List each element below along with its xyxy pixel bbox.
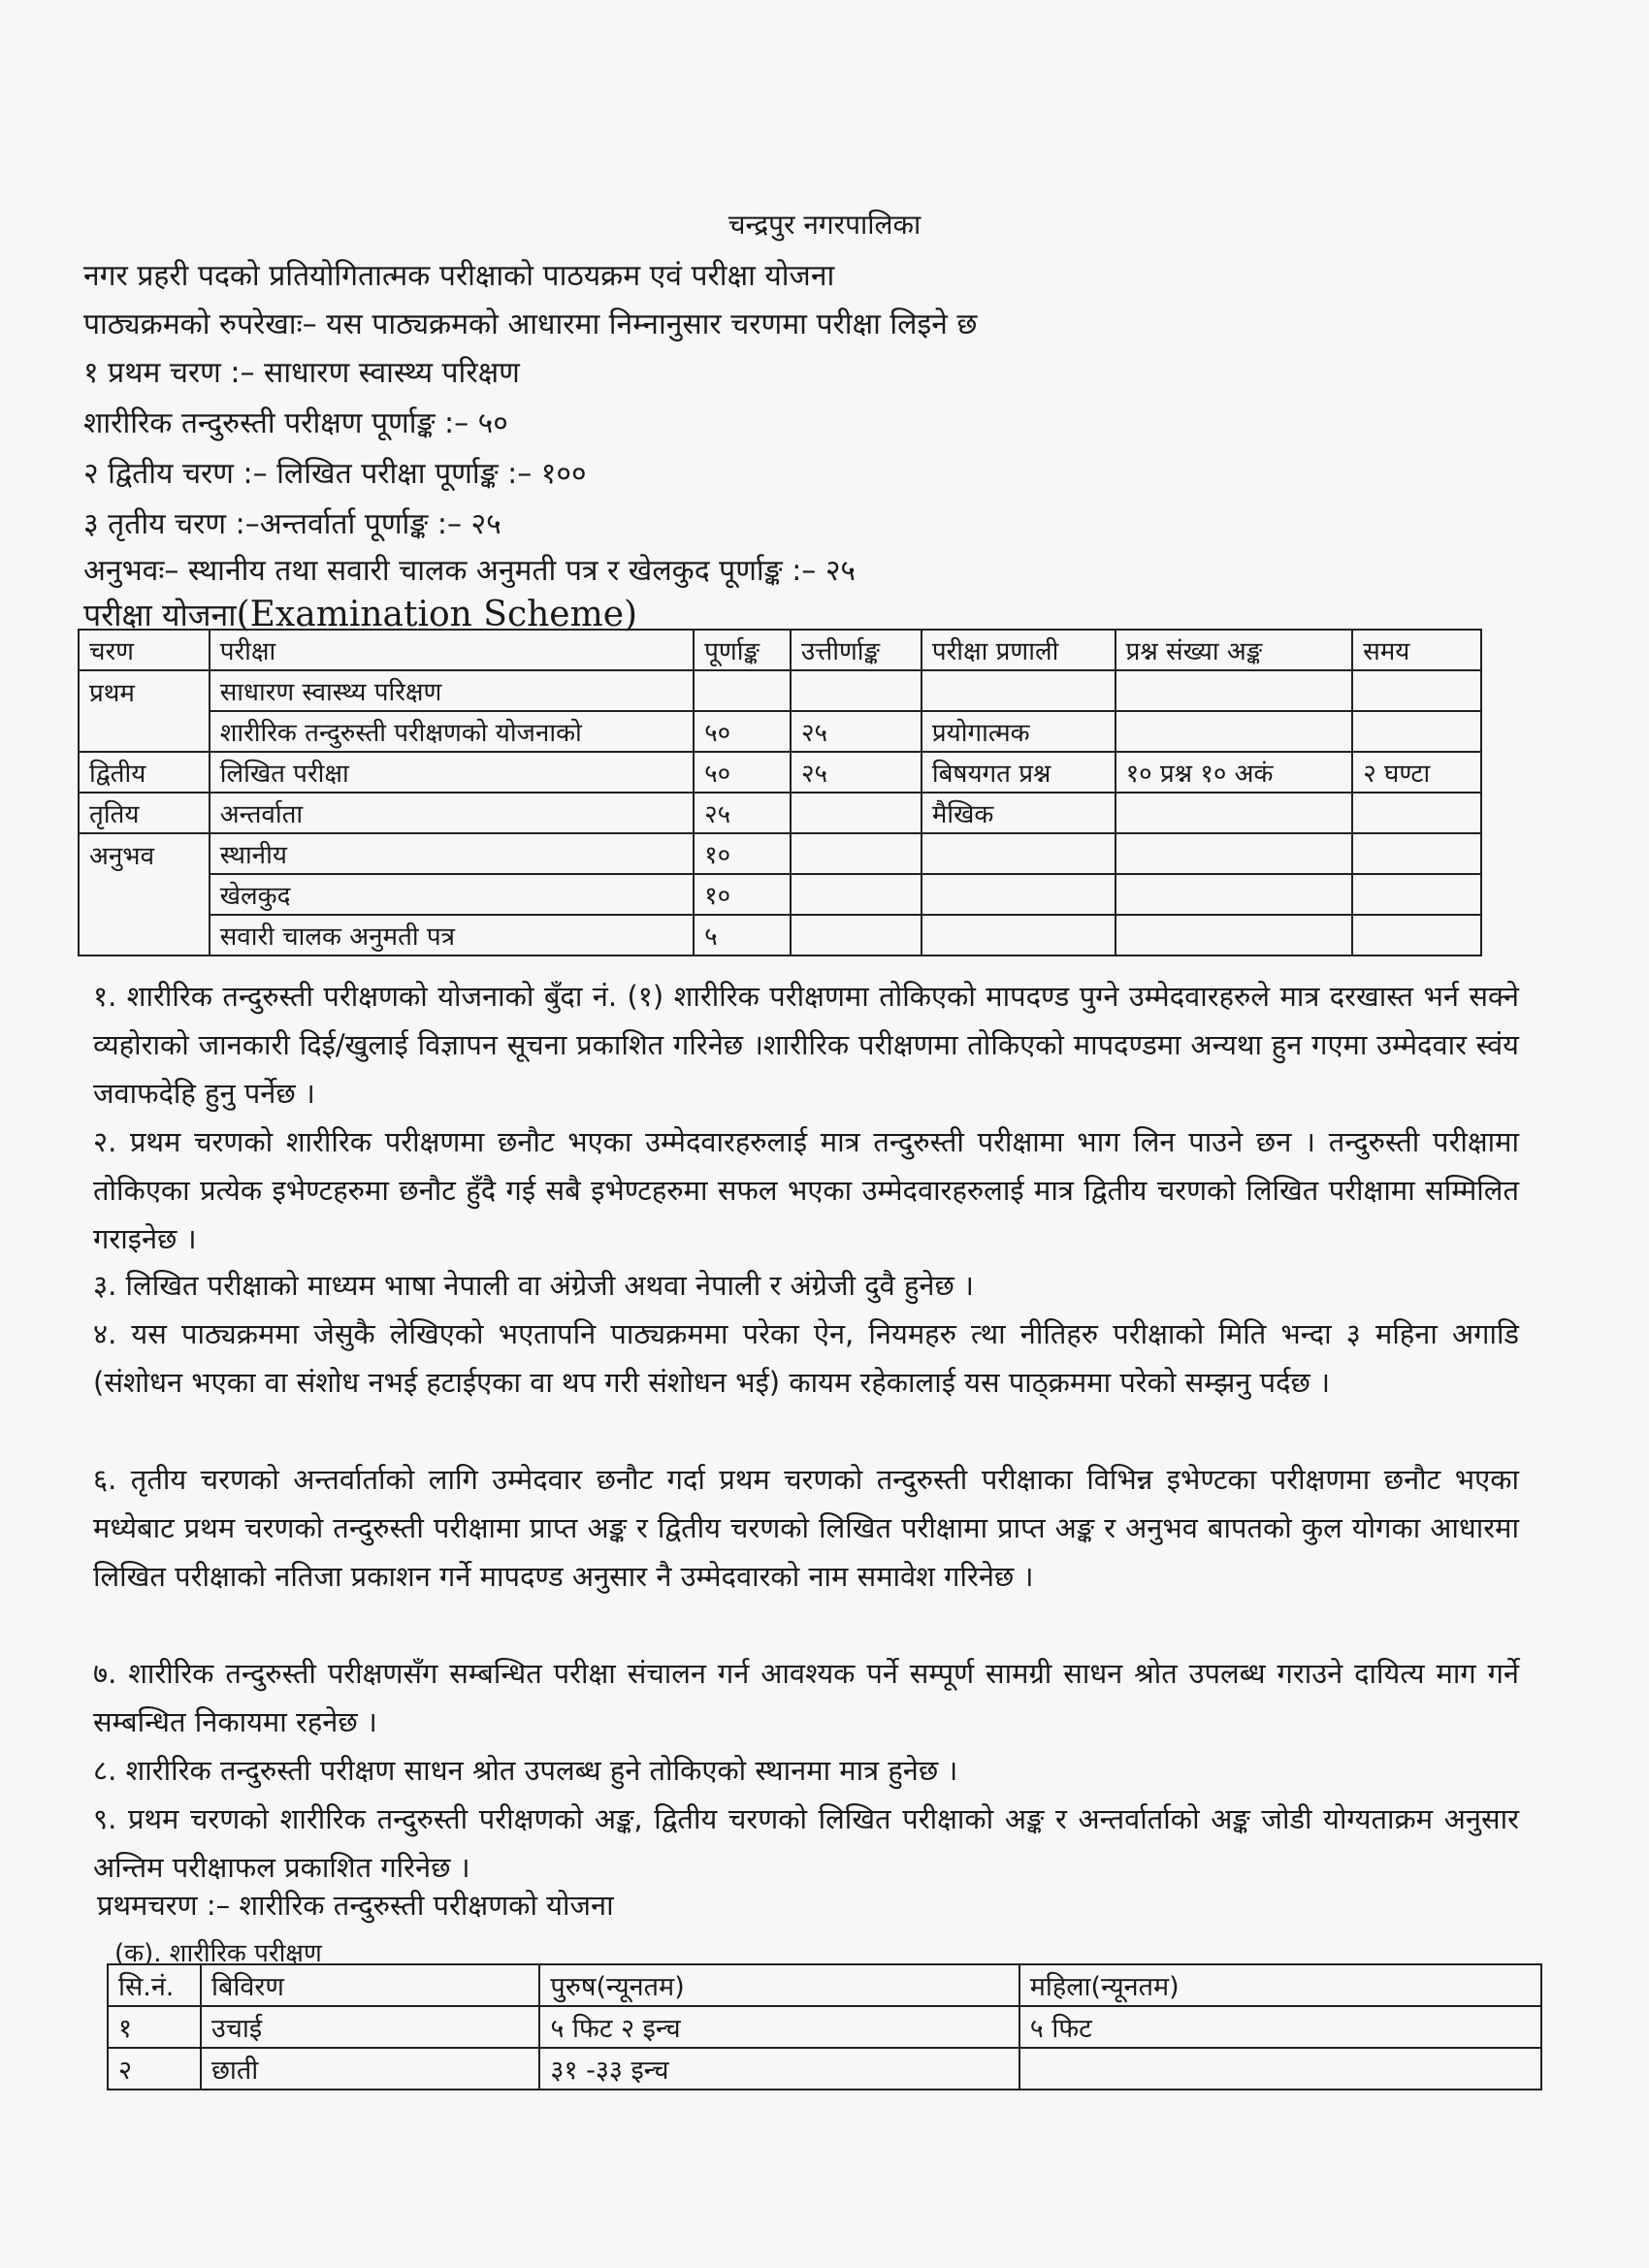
table-cell [791, 670, 922, 711]
table-cell: २ घण्टा [1352, 752, 1481, 793]
table-cell [79, 915, 210, 956]
table-cell [791, 874, 922, 915]
stage-two: २ द्वितीय चरण :– लिखित परीक्षा पूर्णाङ्क :– १०० [83, 457, 587, 491]
table-cell: अनुभव [79, 833, 210, 874]
table-row [79, 670, 1481, 711]
table-header-row [79, 630, 1481, 670]
table-cell: १० [694, 874, 791, 915]
table-cell: प्रयोगात्मक [922, 711, 1116, 752]
stage-one: १ प्रथम चरण :– साधारण स्वास्थ्य परिक्षण [83, 356, 520, 390]
doc-heading: नगर प्रहरी पदको प्रतियोगितात्मक परीक्षाको पाठयक्रम एवं परीक्षा योजना [83, 259, 835, 293]
table-cell [1116, 711, 1353, 752]
table-cell: तृतिय [79, 793, 210, 833]
table-cell [1352, 874, 1481, 915]
table-cell [1352, 915, 1481, 956]
physical-fitness-marks: शारीरिक तन्दुरुस्ती परीक्षण पूर्णाङ्क :– ५० [83, 406, 508, 440]
table-cell [1116, 793, 1353, 833]
table-row [108, 2048, 1541, 2090]
table-cell: २५ [791, 752, 922, 793]
table-cell [79, 874, 210, 915]
table-cell [922, 670, 1116, 711]
syllabus-outline: पाठ्यक्रमको रुपरेखाः– यस पाठ्यक्रमको आधारमा निम्नानुसार चरणमा परीक्षा लिइने छ [83, 308, 978, 341]
note-9: ९. प्रथम चरणको शारीरिक तन्दुरुस्ती परीक्षणको अङ्क, द्वितीय चरणको लिखित परीक्षाको अङ्क र अन्तर्वार्ताको अङ्क जोडी योग्यताक्रम अनुसार अन्तिम परीक्षाफल प्रकाशित गरिनेछ । [93, 1802, 1519, 1884]
table-cell: स्थानीय [210, 833, 694, 874]
stage-three: ३ तृतीय चरण :–अन्तर्वार्ता पूर्णाङ्क :– २५ [83, 507, 501, 541]
table-row [79, 833, 1481, 874]
note-2: २. प्रथम चरणको शारीरिक परीक्षणमा छनौट भएका उम्मेदवारहरुलाई मात्र तन्दुरुस्ती परीक्षामा भाग लिन पाउने छन । तन्दुरुस्ती परीक्षामा तोकिएका प्रत्येक इभेण्टहरुमा छनौट हुँदै गई सबै इभेण्टहरुमा सफल भएका उम्मेदवारहरुलाई मात्र द्वितीय चरणको लिखित परीक्षामा सम्मिलित गराइनेछ । [93, 1125, 1519, 1255]
note-3: ३. लिखित परीक्षाको माध्यम भाषा नेपाली वा अंग्रेजी अथवा नेपाली र अंग्रेजी दुवै हुनेछ । [93, 1269, 975, 1302]
table-cell [79, 711, 210, 752]
table-cell: मैखिक [922, 793, 1116, 833]
table-cell: शारीरिक तन्दुरुस्ती परीक्षणको योजनाको [210, 711, 694, 752]
table-row [108, 2006, 1541, 2048]
exam-scheme-table [78, 629, 1482, 956]
table-cell: २५ [791, 711, 922, 752]
table-cell: १० [694, 833, 791, 874]
header-cell: समय [1352, 630, 1481, 670]
table-cell [1116, 670, 1353, 711]
table-cell [1019, 2048, 1541, 2090]
table-cell: प्रथम [79, 670, 210, 711]
table-cell [1116, 833, 1353, 874]
org-title: चन्द्रपुर नगरपालिका [728, 209, 922, 241]
table-cell: अन्तर्वाता [210, 793, 694, 833]
table-row [79, 711, 1481, 752]
table-cell: ५ फिट [1019, 2006, 1541, 2048]
table-cell: ५ फिट २ इन्च [539, 2006, 1018, 2048]
physical-subtitle: (क). शारीरिक परीक्षण [114, 1939, 322, 1968]
table-cell [791, 833, 922, 874]
header-cell: उत्तीर्णाङ्क [791, 630, 922, 670]
note-8: ८. शारीरिक तन्दुरुस्ती परीक्षण साधन श्रोत उपलब्ध हुने तोकिएको स्थानमा मात्र हुनेछ । [93, 1754, 958, 1787]
table-cell [922, 874, 1116, 915]
table-cell [694, 670, 791, 711]
table-cell: खेलकुद [210, 874, 694, 915]
table-row [79, 915, 1481, 956]
header-cell: चरण [79, 630, 210, 670]
table-row [79, 752, 1481, 793]
table-cell: १ [108, 2006, 201, 2048]
table-cell [1116, 874, 1353, 915]
header-cell: परीक्षा [210, 630, 694, 670]
table-cell: लिखित परीक्षा [210, 752, 694, 793]
table-header-row [108, 1964, 1541, 2006]
physical-test-table [107, 1963, 1542, 2090]
header-cell: सि.नं. [108, 1964, 201, 2006]
table-cell: ३१ -३३ इन्च [539, 2048, 1018, 2090]
table-cell: बिषयगत प्रश्न [922, 752, 1116, 793]
header-cell: प्रश्न संख्या अङ्क [1116, 630, 1353, 670]
table-cell: ५० [694, 711, 791, 752]
physical-section-title: प्रथमचरण :– शारीरिक तन्दुरुस्ती परीक्षणको योजना [97, 1889, 614, 1922]
header-cell: महिला(न्यूनतम) [1019, 1964, 1541, 2006]
header-cell: परीक्षा प्रणाली [922, 630, 1116, 670]
header-cell: बिविरण [201, 1964, 539, 2006]
table-cell: सवारी चालक अनुमती पत्र [210, 915, 694, 956]
table-cell: १० प्रश्न १० अकं [1116, 752, 1353, 793]
table-cell: उचाई [201, 2006, 539, 2048]
table-cell [922, 915, 1116, 956]
note-4: ४. यस पाठ्यक्रममा जेसुकै लेखिएको भएतापनि पाठ्यक्रममा परेका ऐन, नियमहरु त्था नीतिहरु परीक्षाको मिति भन्दा ३ महिना अगाडि (संशोधन भएका वा संशोध नभई हटाईएका वा थप गरी संशोधन भई) कायम रहेकालाई यस पाठ्क्रममा परेको सम्झनु पर्दछ । [93, 1317, 1519, 1399]
table-cell: ५ [694, 915, 791, 956]
table-cell [1352, 670, 1481, 711]
table-cell [1352, 833, 1481, 874]
table-cell [1116, 915, 1353, 956]
table-cell [922, 833, 1116, 874]
table-cell: २५ [694, 793, 791, 833]
note-1: १. शारीरिक तन्दुरुस्ती परीक्षणको योजनाको बुँदा नं. (१) शारीरिक परीक्षणमा तोकिएको मापदण्ड पुग्ने उम्मेदवारहरुले मात्र दरखास्त भर्न सक्ने व्यहोराको जानकारी दिई/खुलाई विज्ञापन सूचना प्रकाशित गरिनेछ ।शारीरिक परीक्षणमा तोकिएको मापदण्डमा अन्यथा हुन गएमा उम्मेदवार स्वंय जवाफदेहि हुनु पर्नेछ । [93, 980, 1519, 1110]
table-cell [1352, 793, 1481, 833]
table-cell [791, 915, 922, 956]
table-cell [1352, 711, 1481, 752]
experience-line: अनुभवः– स्थानीय तथा सवारी चालक अनुमती पत्र र खेलकुद पूर्णाङ्क :– २५ [83, 554, 857, 588]
table-cell: द्वितीय [79, 752, 210, 793]
note-6: ६. तृतीय चरणको अन्तर्वार्ताको लागि उम्मेदवार छनौट गर्दा प्रथम चरणको तन्दुरुस्ती परीक्षाका विभिन्न इभेण्टका परीक्षणमा छनौट भएका मध्येबाट प्रथम चरणको तन्दुरुस्ती परीक्षामा प्राप्त अङ्क र द्वितीय चरणको लिखित परीक्षामा प्राप्त अङ्क र अनुभव बापतको कुल योगका आधारमा लिखित परीक्षाको नतिजा प्रकाशन गर्ने मापदण्ड अनुसार नै उम्मेदवारको नाम समावेश गरिनेछ । [93, 1463, 1519, 1593]
note-7: ७. शारीरिक तन्दुरुस्ती परीक्षणसँग सम्बन्धित परीक्षा संचालन गर्न आवश्यक पर्ने सम्पूर्ण सामग्री साधन श्रोत उपलब्ध गराउने दायित्य माग गर्ने सम्बन्धित निकायमा रहनेछ । [93, 1657, 1519, 1738]
table-row [79, 874, 1481, 915]
scheme-title-np: परीक्षा योजना [83, 597, 237, 633]
table-row [79, 793, 1481, 833]
table-cell: २ [108, 2048, 201, 2090]
scheme-title-en: (Examination Scheme) [236, 595, 638, 634]
header-cell: पुरुष(न्यूनतम) [539, 1964, 1018, 2006]
table-cell: ५० [694, 752, 791, 793]
table-cell: साधारण स्वास्थ्य परिक्षण [210, 670, 694, 711]
table-cell [791, 793, 922, 833]
header-cell: पूर्णाङ्क [694, 630, 791, 670]
table-cell: छाती [201, 2048, 539, 2090]
